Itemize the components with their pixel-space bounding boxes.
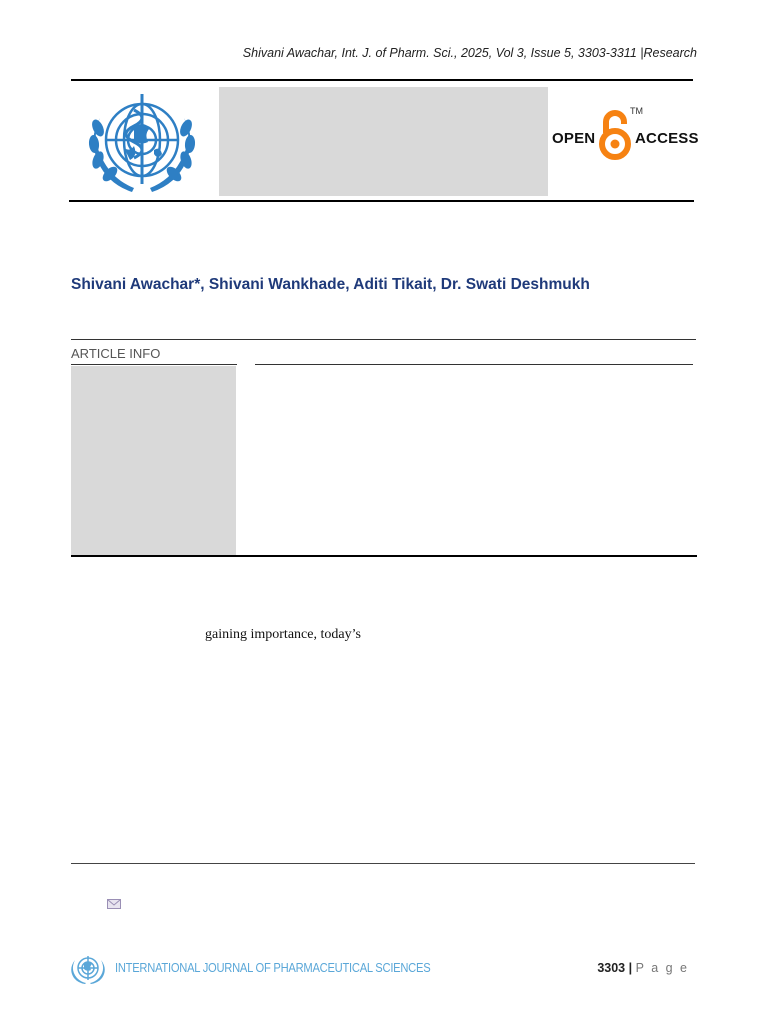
page-separator: | — [628, 961, 633, 975]
article-info-underline — [71, 364, 237, 365]
body-text-fragment: gaining importance, today’s — [205, 627, 361, 642]
author-list: Shivani Awachar*, Shivani Wankhade, Aditi Tikait, Dr. Swati Deshmukh — [71, 276, 590, 293]
footer-journal-name: INTERNATIONAL JOURNAL OF PHARMACEUTICAL SCIENCES — [115, 960, 431, 975]
access-label: ACCESS — [635, 130, 699, 147]
header-title-placeholder — [219, 87, 548, 196]
header-top-rule — [71, 79, 693, 81]
running-header-citation: Shivani Awachar, Int. J. of Pharm. Sci., 2025, Vol 3, Issue 5, 3303-3311 |Research — [242, 46, 697, 60]
article-info-top-rule — [71, 339, 696, 340]
article-info-bottom-rule — [71, 555, 697, 557]
open-access-logo — [552, 104, 698, 168]
footer-emblem-logo — [70, 952, 106, 984]
abstract-top-rule — [255, 364, 693, 365]
footnote-separator — [71, 863, 695, 864]
page-number: 3303 — [597, 961, 626, 975]
article-info-heading: ARTICLE INFO — [71, 346, 161, 361]
open-access-lock-icon — [598, 106, 632, 164]
email-icon[interactable] — [107, 899, 121, 909]
article-info-placeholder — [71, 366, 236, 555]
journal-emblem-logo — [78, 88, 206, 198]
page-number-block — [597, 961, 689, 975]
page-label: P a g e — [635, 961, 689, 975]
header-bottom-rule — [69, 200, 694, 202]
open-label: OPEN — [552, 130, 596, 147]
trademark-symbol: TM — [630, 106, 643, 116]
